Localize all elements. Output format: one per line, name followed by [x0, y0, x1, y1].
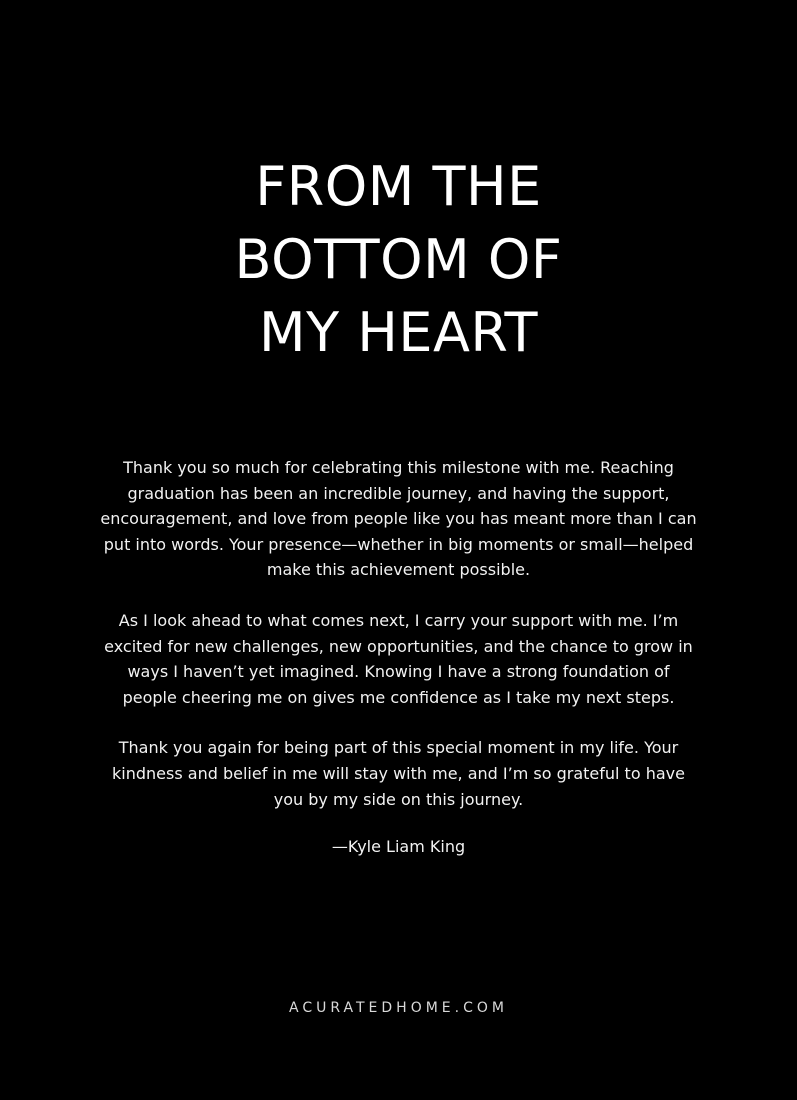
message-body	[100, 455, 697, 837]
title-line-1: FROM THE	[255, 155, 542, 218]
message-paragraph-2: As I look ahead to what comes next, I carry your support with me. I’m excited for new challenges, new opportunities, and the chance to grow in ways I haven’t yet imagined. Knowing I have a strong foundation of people cheering me on gives me confidence as I take my next steps.	[104, 610, 693, 707]
footer-website: ACURATEDHOME.COM	[289, 1000, 508, 1016]
page-title	[0, 150, 797, 369]
title-line-2: BOTTOM OF	[234, 228, 563, 291]
message-paragraph-3: Thank you again for being part of this special moment in my life. Your kindness and belief in me will stay with me, and I’m so grateful to have you by my side on this journey.	[112, 738, 685, 809]
message-paragraph-1: Thank you so much for celebrating this milestone with me. Reaching graduation has been an incredible journey, and having the support, encouragement, and love from people like you has meant more than I can put into words. Your presence—whether in big moments or small—helped make this achievement possible.	[100, 458, 697, 580]
signature: —Kyle Liam King	[331, 837, 466, 856]
title-line-3: MY HEART	[259, 301, 538, 364]
